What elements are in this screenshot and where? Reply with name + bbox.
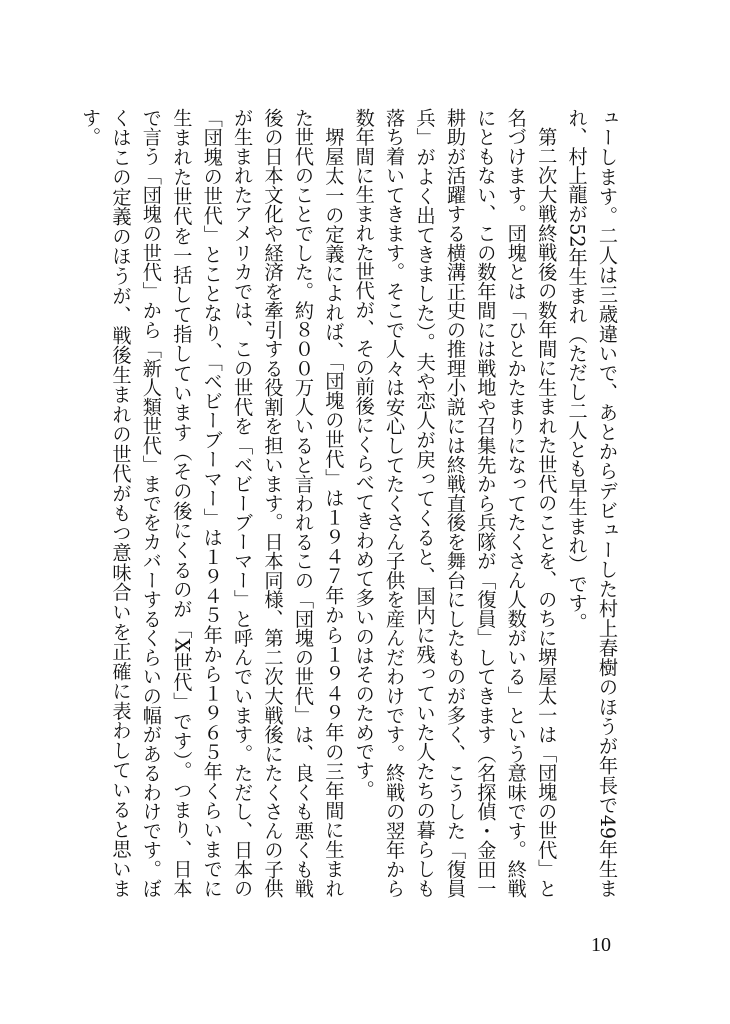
paragraph-2: 第二次大戦終戦後の数年間に生まれた世代のことを、のちに堺屋太一は「団塊の世代」と名づけます。団塊とは「ひとかたまりになってたくさん人数がいる」という意味です。終戦にともない、この数年間には戦地や召集先から兵隊が「復員」してきます（名探偵・金田一耕助が活躍する横溝正史の推理小説には終戦直後を舞台にしたものが多く、こうした「復員兵」がよく出てきました）。夫や恋人が戻ってくると、国内に残っていた人たちの暮らしも落ち着いてきます。そこで人々は安心してたくさん子供を産んだわけです。終戦の翌年から数年間に生まれた世代が、その前後にくらべてきわめて多いのはそのためです。 bbox=[352, 108, 559, 898]
paragraph-1: ューします。二人は三歳違いで、あとからデビューした村上春樹のほうが年長で49年生まれ、村上龍が52年生まれ（ただし二人とも早生まれ）です。 bbox=[565, 108, 619, 898]
paragraph-3: 堺屋太一の定義によれば、「団塊の世代」は１９４７年から１９４９年の三年間に生まれた世代のことでした。約８００万人いると言われるこの「団塊の世代」は、良くも悪くも戦後の日本文化や経済を牽引する役割を担います。日本同様、第二次大戦後にたくさんの子供が生まれたアメリカでは、この世代を「ベビーブーマー」と呼んでいます。ただし、日本の「団塊の世代」とことなり、「ベビーブーマー」は１９４５年から１９６５年くらいまでに生まれた世代を一括して指しています（その後にくるのが「X世代」です）。つまり、日本で言う「団塊の世代」から「新人類世代」までをカバーするくらいの幅があるわけです。ぼくはこの定義のほうが、戦後生まれの世代がもつ意味合いを正確に表わしていると思います。 bbox=[79, 108, 346, 898]
body-text bbox=[79, 108, 622, 898]
page-number: 10 bbox=[591, 934, 611, 956]
